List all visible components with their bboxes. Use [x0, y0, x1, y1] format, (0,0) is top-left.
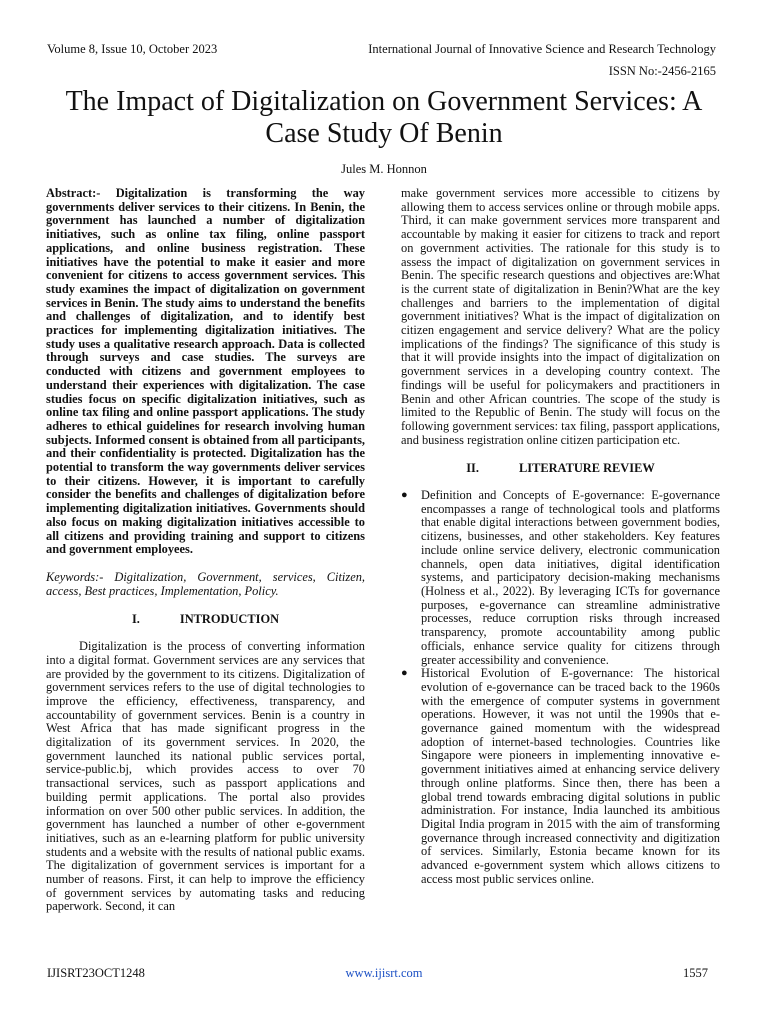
section-title: INTRODUCTION: [179, 612, 280, 627]
list-item-text: Definition and Concepts of E-governance: E-governance encompasses a range of technological tools and platforms that enable digital interactions between government bodies, citizens, businesses, and other stakeholders. Key features include online service delivery, electronic communication channels, open data initiatives, digital identification systems, and participatory decision-making mechanisms (Holness et al., 2022). By leveraging ICTs for governance purposes, e-governance can streamline administrative processes, reduce corruption risks through increased transparency, promote accountability among public officials, enhance service quality for citizens through greater accessibility and convenience.: [421, 488, 720, 667]
list-item-text: Historical Evolution of E-governance: The historical evolution of e-governance can be traced back to the 1960s with the emergence of computer systems in government operations. However, it was not until the 1990s that e-governance gained momentum with the widespread adoption of internet-based technologies. Countries like Singapore were pioneers in implementing innovative e-government initiatives aimed at enhancing service delivery through online platforms. Since then, there has been a global trend towards embracing digital solutions in public administration. For instance, India launched its ambitious Digital India program in 2015 with the aim of transforming governance through increased connectivity and digitization of services. Similarly, Estonia became known for its advanced e-government system which allows citizens to access most public services online.: [421, 666, 720, 886]
section-number: II.: [466, 461, 479, 476]
list-item: [401, 667, 720, 886]
footer-page-number: 1557: [683, 966, 708, 980]
section-title: LITERATURE REVIEW: [518, 461, 655, 476]
section-heading-introduction: [46, 613, 365, 627]
header-journal-name: International Journal of Innovative Science and Research Technology: [368, 42, 716, 56]
footer-paper-id: IJISRT23OCT1248: [47, 966, 145, 980]
keywords: Keywords:- Digitalization, Government, services, Citizen, access, Best practices, Implementation, Policy.: [46, 569, 365, 598]
header-issn: ISSN No:-2456-2165: [608, 64, 716, 78]
introduction-continued-paragraph: make government services more accessible to citizens by allowing them to access services online or through mobile apps. Third, it can make government services more transparent and accountable by making it easier for citizens to track and report on government activities. The rationale for this study is to assess the impact of digitalization on government services in Benin. The specific research questions and objectives are:What is the current state of digitalization in Benin?What are the key challenges and barriers to the implementation of digital government initiatives? What is the impact of digitalization on citizen engagement and service delivery? What are the policy implications of the findings? The significance of this study is that it will provide insights into the impact of digitalization on government services in a developing country context. The findings will be useful for policymakers and practitioners in Benin and other African countries. The scope of the study is limited to the Republic of Benin. The study will focus on the following government services: tax filing, passport applications, and business registration online citizen participation etc.: [401, 186, 720, 447]
abstract: Abstract:- Digitalization is transforming the way governments deliver services to their citizens. In Benin, the government has launched a number of digitalization initiatives, such as online tax filing, online passport applications, and online business registration. These initiatives have the potential to make it easier and more convenient for citizens to access government services. This study examines the impact of digitalization on government services in Benin. The study aims to understand the benefits and challenges of digitalization, and to identify best practices for implementing digitalization initiatives. The study uses a qualitative research approach. Data is collected through surveys and case studies. The surveys are conducted with citizens and government employees to understand their experiences with digitalization. The case studies focus on specific digitalization initiatives, such as online tax filing and online passport applications. The study adheres to ethical guidelines for research involving human subjects. Informed consent is obtained from all participants, and their confidentiality is protected. Digitalization has the potential to transform the way governments deliver services to their citizens. However, it is important to carefully consider the benefits and challenges of digitalization before implementing digitalization initiatives. Governments should also focus on making digitalization initiatives accessible to all citizens and providing training and support to citizens and government employees.: [46, 186, 365, 557]
bullet-icon: ●: [401, 489, 408, 502]
section-heading-literature-review: [401, 462, 720, 476]
paper-title: The Impact of Digitalization on Government Services: A Case Study Of Benin: [65, 86, 703, 149]
header-volume-issue: Volume 8, Issue 10, October 2023: [47, 42, 218, 56]
footer-website-link[interactable]: www.ijisrt.com: [345, 966, 423, 980]
left-column: [46, 187, 365, 914]
list-item: [401, 489, 720, 667]
author-name: Jules M. Honnon: [341, 162, 427, 176]
introduction-paragraph: Digitalization is the process of converting information into a digital format. Government services are any services that are provided by the government to its citizens. Digitalization of government services refers to the use of digital technologies to improve the efficiency, effectiveness, transparency, and accountability of government services. Benin is a country in West Africa that has made significant progress in the digitalization of its government services. In 2020, the government launched its national public services portal, service-public.bj, which provides access to over 70 transactional services, such as passport applications and building permit applications. The portal also provides information on over 500 other public services. In addition, the government has launched a number of other e-government initiatives, such as an e-learning platform for public university students and a website with the results of national public exams. The digitalization of government services is important for a number of reasons. First, it can help to improve the efficiency of government services by automating tasks and reducing paperwork. Second, it can: [46, 639, 365, 914]
bullet-icon: ●: [401, 667, 408, 680]
section-number: I.: [131, 612, 140, 627]
right-column: [401, 187, 720, 886]
literature-review-list: [401, 489, 720, 886]
